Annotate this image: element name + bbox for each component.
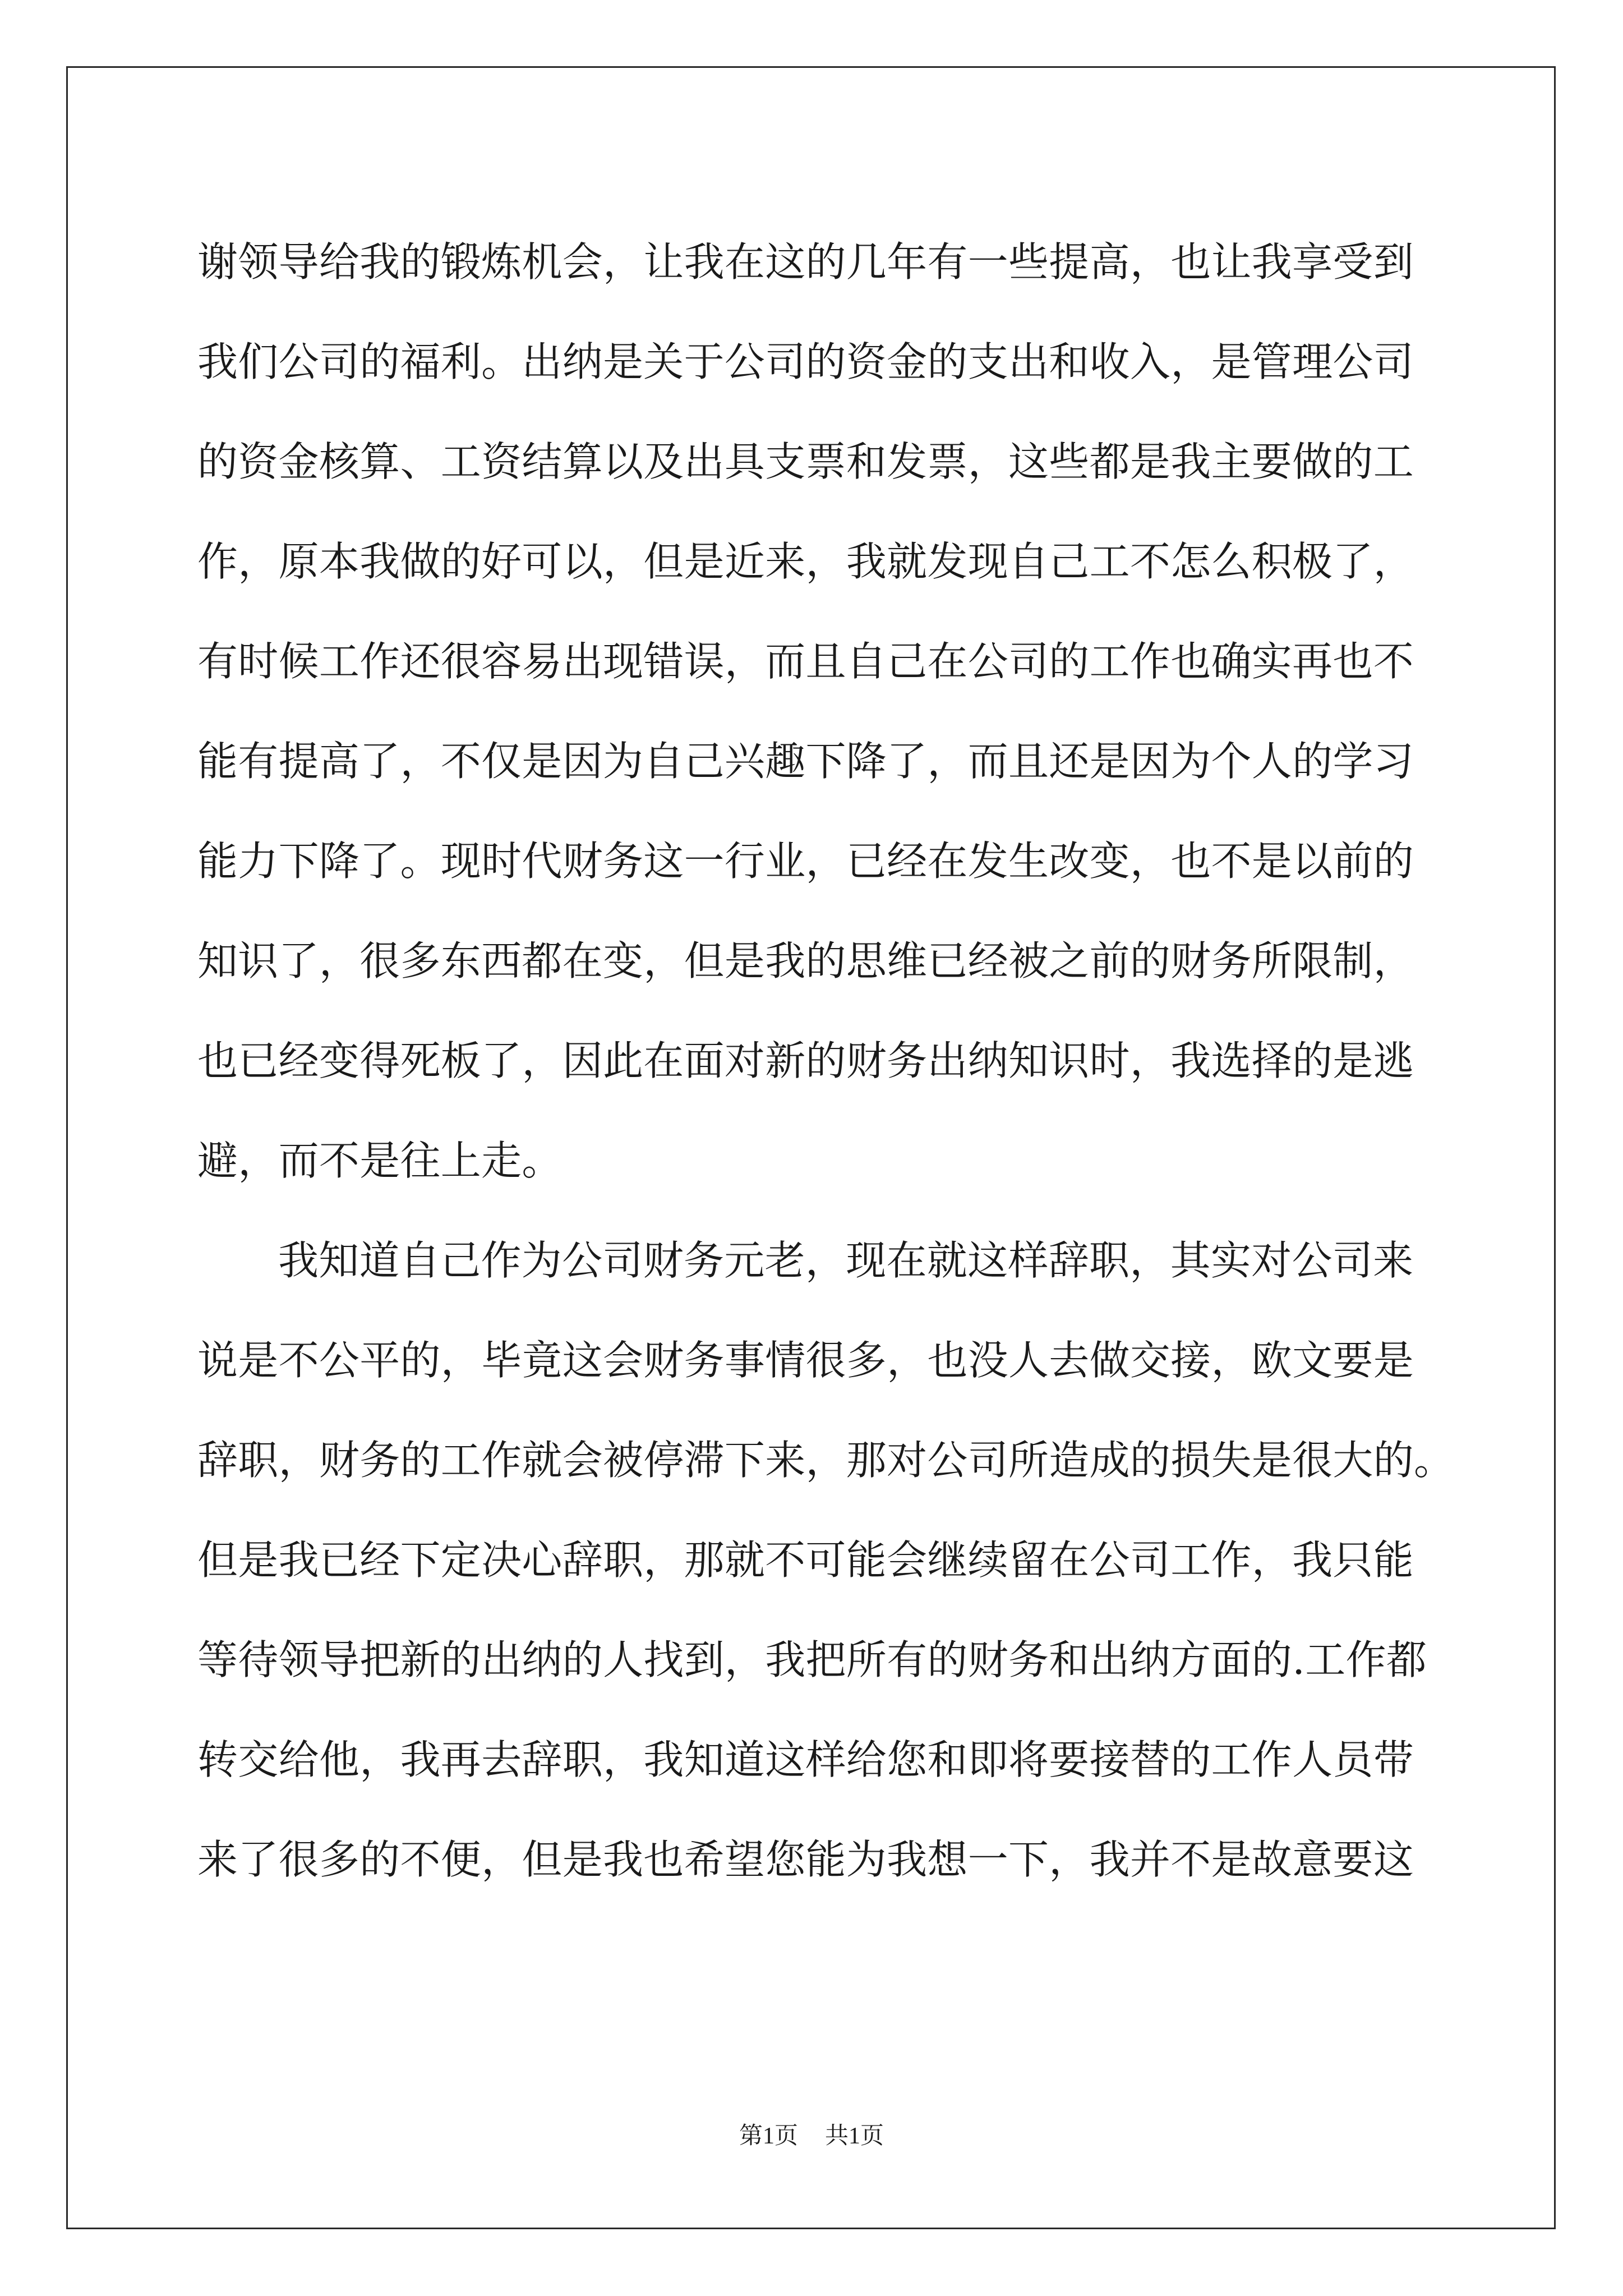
body-line: 转交给他，我再去辞职，我知道这样给您和即将要接替的工作人员带: [197, 1736, 1414, 1783]
body-line: 说是不公平的，毕竟这会财务事情很多，也没人去做交接，欧文要是: [197, 1337, 1414, 1384]
body-line: 有时候工作还很容易出现错误，而且自己在公司的工作也确实再也不: [197, 638, 1414, 685]
page-number-total: 共1页: [825, 2123, 884, 2149]
body-line: 辞职，财务的工作就会被停滞下来，那对公司所造成的损失是很大的。: [197, 1437, 1455, 1484]
body-line: 但是我已经下定决心辞职，那就不可能会继续留在公司工作，我只能: [197, 1536, 1414, 1584]
body-line: 避，而不是往上走。: [197, 1137, 562, 1184]
page-number-current: 第1页: [739, 2123, 798, 2149]
body-line: 我们公司的福利。出纳是关于公司的资金的支出和收入，是管理公司: [197, 338, 1414, 385]
body-line: 能力下降了。现时代财务这一行业，已经在发生改变，也不是以前的: [197, 838, 1414, 885]
paragraph-first-line: 我知道自己作为公司财务元老，现在就这样辞职，其实对公司来: [278, 1237, 1414, 1284]
body-line: 知识了，很多东西都在变，但是我的思维已经被之前的财务所限制，: [197, 937, 1414, 984]
body-line: 等待领导把新的出纳的人找到，我把所有的财务和出纳方面的.工作都: [197, 1636, 1427, 1683]
body-line: 作，原本我做的好可以，但是近来，我就发现自己工不怎么积极了，: [197, 538, 1414, 585]
body-line: 也已经变得死板了，因此在面对新的财务出纳知识时，我选择的是逃: [197, 1037, 1414, 1084]
body-line: 能有提高了，不仅是因为自己兴趣下降了，而且还是因为个人的学习: [197, 738, 1414, 785]
body-line: 的资金核算、工资结算以及出具支票和发票，这些都是我主要做的工: [197, 438, 1414, 485]
document-body: [197, 212, 1455, 1910]
page-footer: [0, 2119, 1623, 2153]
body-line: 谢领导给我的锻炼机会，让我在这的几年有一些提高，也让我享受到: [197, 238, 1414, 286]
body-line: 来了很多的不便，但是我也希望您能为我想一下，我并不是故意要这: [197, 1836, 1414, 1883]
